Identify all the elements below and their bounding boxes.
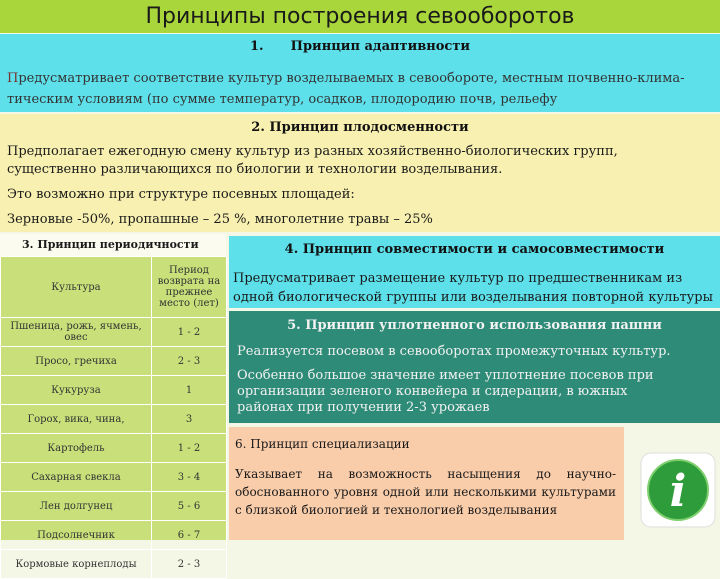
principle-2-text-1: Предполагает ежегодную смену культур из разных хозяйственно-биологических групп, существенно различающихся по биологии и технологии возделывания.: [7, 144, 618, 177]
period-cell: 3 - 4: [152, 463, 227, 492]
table-row: [1, 492, 227, 521]
table-row: [1, 405, 227, 434]
table-row: [1, 434, 227, 463]
period-cell: 2 - 3: [152, 550, 227, 579]
period-cell: 6 - 7: [152, 521, 227, 550]
crop-cell: Просо, гречиха: [1, 347, 152, 376]
crop-cell: Кукуруза: [1, 376, 152, 405]
info-icon[interactable]: [640, 452, 716, 528]
principle-3-heading: 3. Принцип периодичности: [0, 234, 226, 256]
principle-2-body: [7, 143, 700, 236]
period-cell: 1 - 2: [152, 318, 227, 347]
principle-1-text: [7, 68, 710, 110]
principle-5-heading: 5. Принцип уплотненного использования пашни: [287, 318, 662, 333]
principle-1-text-initial: П: [7, 71, 19, 86]
principle-4-panel: [229, 236, 720, 308]
column-header-crop: Культура: [1, 257, 152, 318]
crop-cell: Подсолнечник: [1, 521, 152, 550]
principle-4-text: Предусматривает размещение культур по предшественникам из одной биологической группы или возделывания повторной культуры: [233, 271, 713, 305]
crop-cell: Картофель: [1, 434, 152, 463]
principle-6-heading: 6. Принцип специализации: [235, 437, 410, 451]
period-cell: 1: [152, 376, 227, 405]
crop-cell: Кормовые корнеплоды: [1, 550, 152, 579]
principle-5-body: [237, 344, 680, 424]
crop-cell: Пшеница, рожь, ячмень, овес: [1, 318, 152, 347]
principle-3-table-panel: [0, 256, 226, 570]
table-row: [1, 463, 227, 492]
principle-1-panel: [0, 34, 720, 112]
periodicity-table: [0, 256, 227, 579]
principle-2-heading: 2. Принцип плодосменности: [251, 120, 469, 135]
crop-cell: Горох, вика, чина,: [1, 405, 152, 434]
table-row: [1, 521, 227, 550]
table-header-row: [1, 257, 227, 318]
period-cell: 2 - 3: [152, 347, 227, 376]
column-header-period: Период возврата на прежнее место (лет): [152, 257, 227, 318]
period-cell: 5 - 6: [152, 492, 227, 521]
crop-cell: Лен долгунец: [1, 492, 152, 521]
principle-5-text-1: Реализуется посевом в севооборотах промежуточных культур.: [237, 344, 671, 359]
table-row: [1, 376, 227, 405]
principle-1-text-body: редусматривает соответствие культур возделываемых в севообороте, местным почвенно-клима-тическим условиям (по сумме температур, осадков, плодородию почв, рельефу: [7, 71, 685, 107]
table-row: [1, 550, 227, 579]
principle-2-text-3: Зерновые -50%, пропашные – 25 %, многолетние травы – 25%: [7, 212, 433, 227]
page-title: Принципы построения севооборотов: [145, 4, 575, 29]
principle-2-text-2: Это возможно при структуре посевных площадей:: [7, 187, 355, 202]
table-row: [1, 318, 227, 347]
crop-cell: Сахарная свекла: [1, 463, 152, 492]
period-cell: 3: [152, 405, 227, 434]
principle-5-text-2: Особенно большое значение имеет уплотнение посевов при организации зеленого конвейера и сидерации, в южных районах при получении 2-3 урожаев: [237, 368, 654, 415]
principle-2-panel: [0, 114, 720, 232]
info-glyph: i: [669, 466, 687, 517]
principle-1-heading: 1. Принцип адаптивности: [249, 39, 471, 54]
principle-5-panel: [229, 311, 720, 423]
period-cell: 1 - 2: [152, 434, 227, 463]
table-row: [1, 347, 227, 376]
principle-6-panel: [229, 427, 624, 540]
principle-4-heading: 4. Принцип совместимости и самосовместимости: [284, 242, 665, 257]
title-bar: [0, 0, 720, 33]
principle-6-text: Указывает на возможность насыщения до научно-обоснованного уровня одной или несколькими культурами с близкой биологией и технологией возделывания: [235, 467, 616, 517]
